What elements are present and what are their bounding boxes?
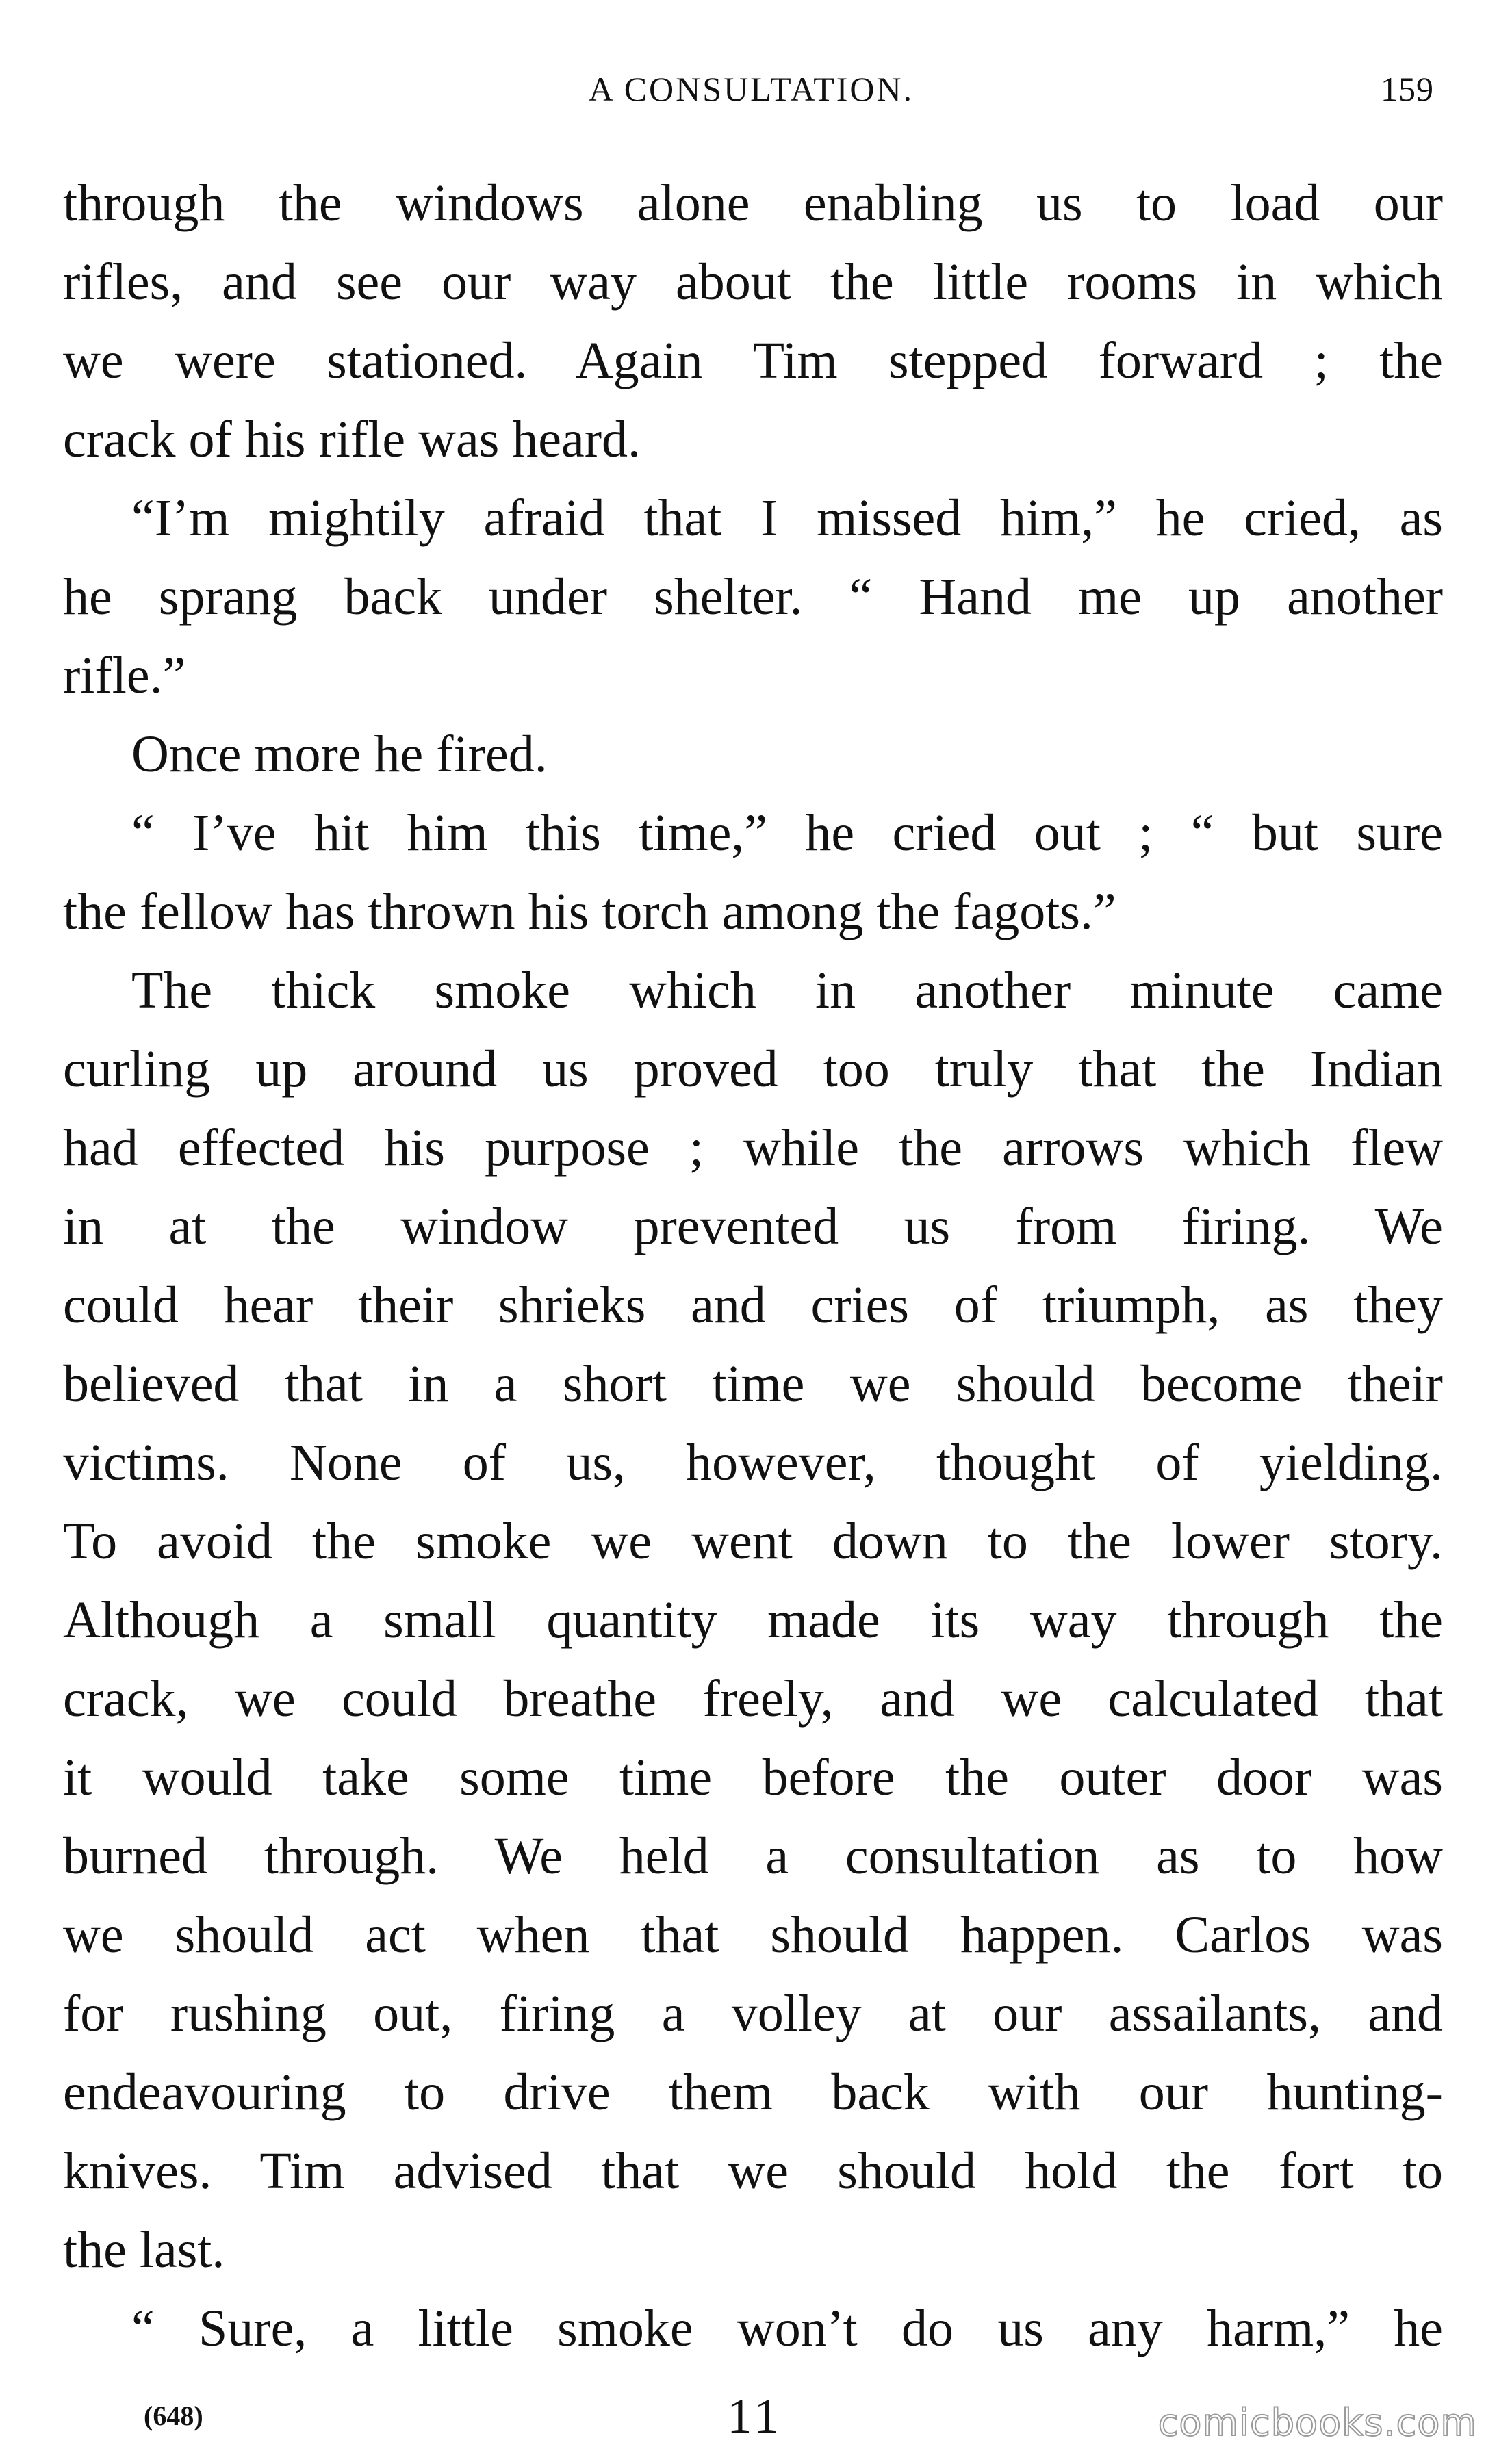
text-line: endeavouring to drive them back with our hunting- <box>63 2064 1443 2121</box>
text-line: victims. None of us, however, thought of yielding. <box>63 1434 1443 1491</box>
page-number: 159 <box>1381 70 1434 108</box>
text-line: it would take some time before the outer door was <box>63 1749 1443 1806</box>
running-head <box>62 65 1441 113</box>
text-line: The thick smoke which in another minute came <box>131 962 1443 1019</box>
text-line: we should act when that should happen. Carlos was <box>63 1906 1443 1964</box>
text-line: had effected his purpose ; while the arrows which flew <box>63 1119 1443 1177</box>
text-line: the last. <box>63 2221 225 2279</box>
text-line: crack of his rifle was heard. <box>63 411 641 468</box>
text-line: the fellow has thrown his torch among the fagots.” <box>63 883 1116 940</box>
text-line: rifles, and see our way about the little rooms in which <box>63 253 1443 311</box>
page-footer <box>0 2389 1510 2450</box>
body-text <box>63 164 1443 2368</box>
text-line: “ Sure, a little smoke won’t do us any harm,” he <box>131 2300 1443 2357</box>
text-line: he sprang back under shelter. “ Hand me up another <box>63 568 1443 626</box>
text-line: through the windows alone enabling us to load our <box>63 175 1443 232</box>
text-line: knives. Tim advised that we should hold the fort to <box>63 2142 1443 2200</box>
text-line: we were stationed. Again Tim stepped forward ; the <box>63 332 1443 389</box>
text-line: Once more he fired. <box>131 726 548 783</box>
text-line: for rushing out, firing a volley at our assailants, and <box>63 1985 1443 2042</box>
text-line: could hear their shrieks and cries of triumph, as they <box>63 1276 1443 1334</box>
running-title: A CONSULTATION. <box>588 70 914 108</box>
text-line: curling up around us proved too truly that the Indian <box>63 1040 1443 1098</box>
text-line: Although a small quantity made its way through the <box>63 1591 1443 1649</box>
signature-mark: (648) <box>144 2400 203 2431</box>
text-line: burned through. We held a consultation as to how <box>63 1827 1443 1885</box>
text-line: “ I’ve hit him this time,” he cried out ; “ but sure <box>131 804 1443 862</box>
text-line: crack, we could breathe freely, and we calculated that <box>63 1670 1443 1728</box>
text-line: in at the window prevented us from firing. We <box>63 1198 1443 1255</box>
text-line: “I’m mightily afraid that I missed him,” he cried, as <box>131 489 1443 547</box>
text-line: believed that in a short time we should become their <box>63 1355 1443 1413</box>
watermark-logo: comicbooks.com <box>1157 2401 1477 2444</box>
signature-number: 11 <box>727 2389 783 2443</box>
text-line: To avoid the smoke we went down to the lower story. <box>63 1513 1443 1570</box>
text-line: rifle.” <box>63 647 186 704</box>
